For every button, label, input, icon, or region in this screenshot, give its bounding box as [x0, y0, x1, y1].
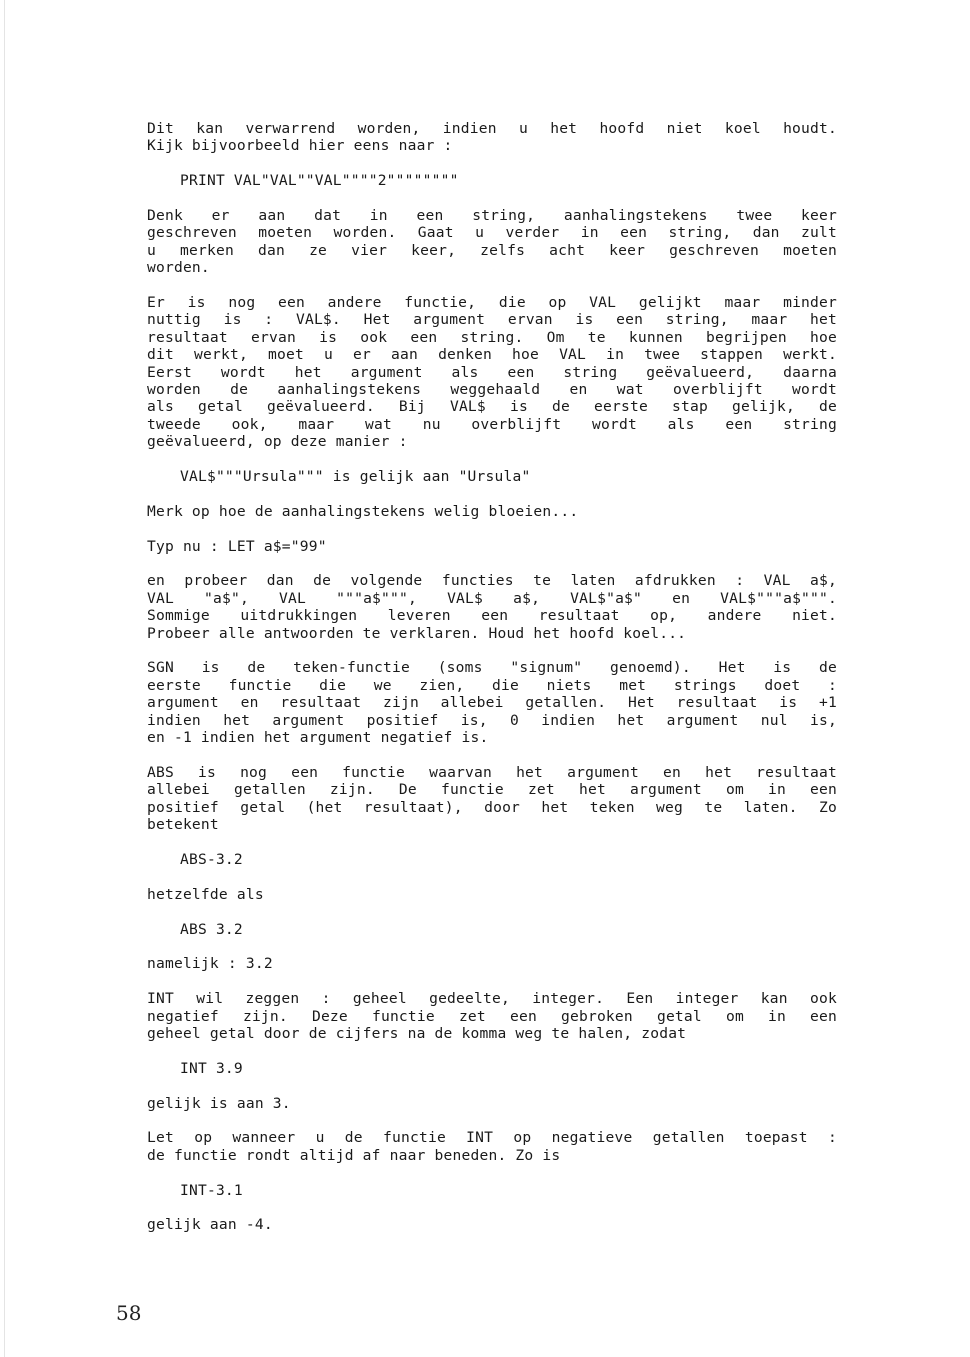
paragraph — [147, 1216, 837, 1233]
paragraph-line: namelijk : 3.2 — [147, 955, 273, 973]
paragraph-line: VAL "a$", VAL """a$""", VAL$ a$, VAL$"a$" en VAL$"""a$""". — [147, 589, 837, 607]
paragraph-line: Dit kan verwarrend worden, indien u het hoofd niet koel houdt. — [147, 120, 837, 137]
paragraph-line: gelijk aan -4. — [147, 1216, 273, 1234]
paragraph-line: nuttig is : VAL$. Het argument ervan is een string, maar het — [147, 311, 837, 329]
paragraph-line: worden de aanhalingstekens weggehaald en wat overblijft wordt — [147, 381, 837, 399]
paragraph — [147, 538, 837, 555]
paragraph-line: en probeer dan de volgende functies te laten afdrukken : VAL a$, — [147, 572, 837, 590]
paragraph-line: Typ nu : LET a$="99" — [147, 537, 327, 555]
paragraph-line: geschreven moeten worden. Gaat u verder in een string, dan zult — [147, 224, 837, 242]
page-number: 58 — [116, 1301, 142, 1325]
code-example: VAL$"""Ursula""" is gelijk aan "Ursula" — [180, 468, 531, 486]
paragraph — [147, 1129, 837, 1164]
paragraph-line: SGN is de teken-functie (soms "signum" genoemd). Het is de — [147, 659, 837, 677]
paragraph — [147, 1095, 837, 1112]
paragraph — [147, 955, 837, 972]
code-example: ABS 3.2 — [180, 920, 243, 938]
paragraph-line: de functie rondt altijd af naar beneden. Zo is — [147, 1146, 561, 1164]
paragraph — [147, 764, 837, 834]
paragraph-line: INT wil zeggen : geheel gedeelte, integer. Een integer kan ook — [147, 990, 837, 1008]
paragraph-line: Eerst wordt het argument als een string geëvalueerd, daarna — [147, 363, 837, 381]
paragraph-line: Probeer alle antwoorden te verklaren. Houd het hoofd koel... — [147, 624, 687, 642]
paragraph — [147, 659, 837, 746]
paragraph-line: tweede ook, maar wat nu overblijft wordt als een string — [147, 415, 837, 433]
paragraph — [147, 886, 837, 903]
paragraph-line: Er is nog een andere functie, die op VAL gelijkt maar minder — [147, 294, 837, 312]
paragraph-line: worden. — [147, 259, 210, 277]
paragraph-line: als getal geëvalueerd. Bij VAL$ is de eerste stap gelijk, de — [147, 398, 837, 416]
paragraph-line: Merk op hoe de aanhalingstekens welig bloeien... — [147, 502, 579, 520]
paragraph-line: betekent — [147, 816, 219, 834]
code-example: ABS-3.2 — [180, 850, 243, 868]
body-text — [147, 120, 837, 1251]
paragraph-line: positief getal (het resultaat), door het teken weg te laten. Zo — [147, 798, 837, 816]
paragraph-line: Kijk bijvoorbeeld hier eens naar : — [147, 137, 453, 155]
paragraph-line: Let op wanneer u de functie INT op negatieve getallen toepast : — [147, 1129, 837, 1147]
paragraph-line: argument en resultaat zijn allebei getallen. Het resultaat is +1 — [147, 694, 837, 712]
paragraph-line: resultaat ervan is ook een string. Om te kunnen begrijpen hoe — [147, 328, 837, 346]
paragraph — [147, 294, 837, 451]
paragraph-line: ABS is nog een functie waarvan het argument en het resultaat — [147, 763, 837, 781]
paragraph-line: eerste functie die we zien, die niets met strings doet : — [147, 676, 837, 694]
scan-edge-line — [4, 0, 5, 1357]
paragraph-line: negatief zijn. Deze functie zet een gebroken getal om in een — [147, 1007, 837, 1025]
paragraph — [147, 120, 837, 155]
code-example: PRINT VAL"VAL""VAL""""2"""""""" — [180, 172, 459, 190]
paragraph-line: indien het argument positief is, 0 indien het argument nul is, — [147, 711, 837, 729]
paragraph-line: Denk er aan dat in een string, aanhalingstekens twee keer — [147, 207, 837, 224]
paragraph-line: u merken dan ze vier keer, zelfs acht keer geschreven moeten — [147, 241, 837, 259]
paragraph-line: allebei getallen zijn. De functie zet het argument om in een — [147, 781, 837, 799]
paragraph-line: gelijk is aan 3. — [147, 1094, 291, 1112]
paragraph — [147, 207, 837, 277]
paragraph-line: geheel getal door de cijfers na de komma weg te halen, zodat — [147, 1024, 687, 1042]
paragraph-line: hetzelfde als — [147, 885, 264, 903]
paragraph — [147, 503, 837, 520]
paragraph — [147, 990, 837, 1042]
paragraph — [147, 572, 837, 642]
paragraph-line: en -1 indien het argument negatief is. — [147, 729, 489, 747]
paragraph-line: geëvalueerd, op deze manier : — [147, 433, 408, 451]
paragraph-line: Sommige uitdrukkingen leveren een resultaat op, andere niet. — [147, 607, 837, 625]
code-example: INT-3.1 — [180, 1181, 243, 1199]
code-example: INT 3.9 — [180, 1059, 243, 1077]
paragraph-line: dit werkt, moet u er aan denken hoe VAL in twee stappen werkt. — [147, 346, 837, 364]
